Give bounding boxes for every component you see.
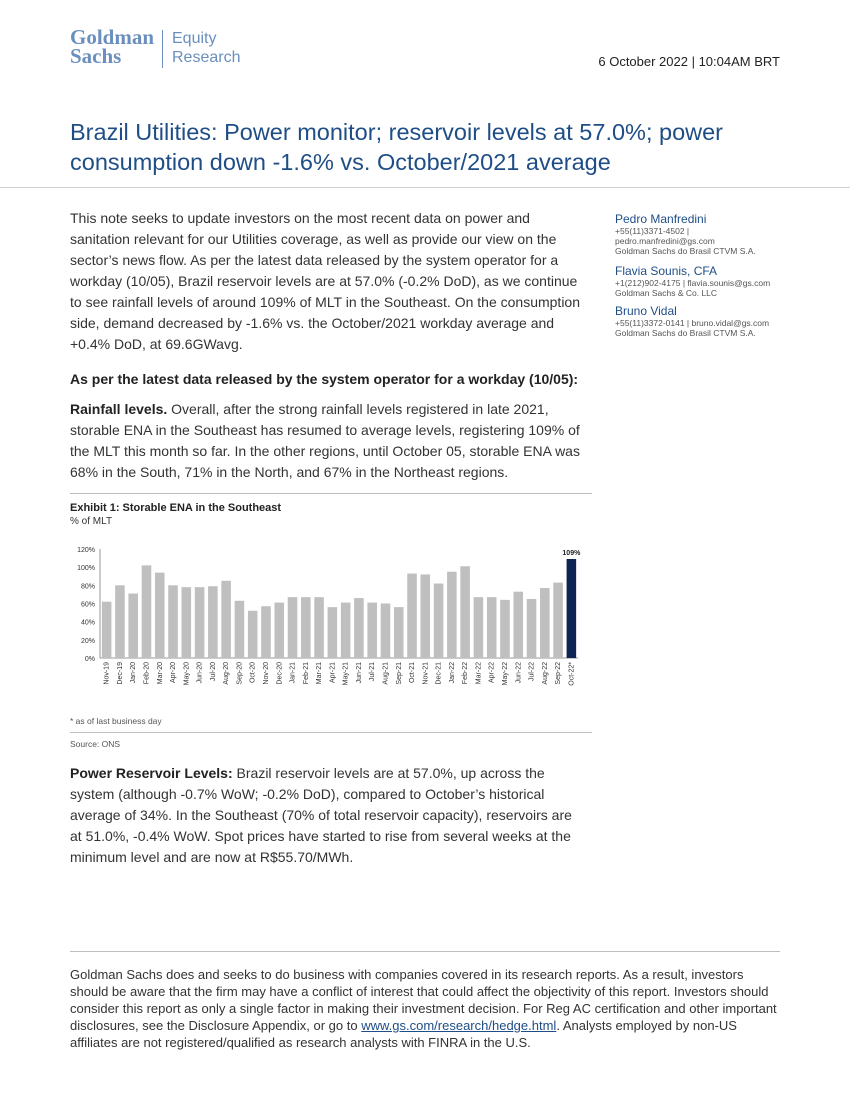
x-tick-label: Jul-20 — [209, 662, 217, 682]
author-name[interactable]: Pedro Manfredini — [615, 212, 707, 226]
x-tick-label: Jan-22 — [448, 662, 456, 684]
author-firm: Goldman Sachs do Brasil CTVM S.A. — [615, 246, 756, 256]
disclosure-footer — [70, 966, 782, 1051]
division-line1: Equity — [172, 30, 217, 47]
x-tick-label: Dec-21 — [435, 662, 443, 685]
author-name[interactable]: Bruno Vidal — [615, 304, 677, 318]
x-tick-label: Mar-22 — [475, 662, 483, 685]
bar — [474, 597, 484, 658]
x-tick-label: Dec-19 — [116, 662, 124, 685]
x-tick-label: Aug-21 — [382, 662, 390, 685]
bar — [513, 592, 523, 658]
bar — [221, 581, 231, 658]
y-tick-label: 0% — [84, 656, 95, 663]
exhibit-bottom-rule — [70, 732, 592, 733]
bar — [500, 600, 510, 658]
exhibit-top-rule — [70, 493, 592, 494]
author-block — [615, 304, 815, 338]
author-firm: Goldman Sachs & Co. LLC — [615, 288, 718, 298]
hedge-link[interactable]: www.gs.com/research/hedge.html — [361, 1018, 557, 1033]
bar — [248, 611, 258, 658]
x-tick-label: Oct-21 — [409, 662, 417, 684]
x-tick-label: Sep-22 — [555, 662, 563, 685]
bar — [447, 572, 457, 658]
bar — [274, 603, 284, 658]
y-tick-label: 100% — [77, 565, 95, 573]
x-tick-label: Jul-22 — [528, 662, 536, 682]
x-tick-label: Aug-22 — [541, 662, 549, 685]
x-tick-label: Apr-22 — [488, 662, 496, 684]
y-tick-label: 40% — [80, 619, 95, 627]
y-tick-label: 80% — [80, 583, 95, 591]
title-divider — [0, 187, 850, 188]
x-tick-label: Feb-20 — [143, 662, 151, 685]
rainfall-text: Overall, after the strong rainfall levels registered in late 2021, storable ENA in the Southeast has resumed to average levels, registering 109% of the MLT this month so far. In the other regions, until October 05, storable ENA was 68% in the South, 71% in the North, and 67% in the Northeast regions. — [70, 401, 580, 480]
logo-divider — [162, 30, 163, 68]
exhibit-subtitle: % of MLT — [70, 516, 113, 527]
bar — [487, 597, 497, 658]
bar — [128, 594, 138, 658]
brand-name-line1: Goldman — [70, 25, 155, 49]
x-tick-label: Jan-21 — [289, 662, 297, 684]
x-tick-label: Mar-20 — [156, 662, 164, 685]
bar — [288, 597, 298, 658]
bar — [261, 606, 271, 658]
bar — [168, 585, 178, 658]
bar — [208, 586, 218, 658]
bar — [567, 559, 577, 658]
bar — [367, 603, 377, 658]
x-tick-label: Jan-20 — [130, 662, 138, 684]
footer-rule — [70, 951, 780, 952]
bar — [540, 588, 550, 658]
x-tick-label: Apr-21 — [329, 662, 337, 684]
x-tick-label: Oct-22* — [568, 662, 576, 686]
author-firm: Goldman Sachs do Brasil CTVM S.A. — [615, 328, 756, 338]
bar — [102, 602, 112, 658]
bar — [115, 585, 125, 658]
reservoir-paragraph — [70, 763, 585, 868]
bar — [328, 607, 338, 658]
report-date: 6 October 2022 | 10:04AM BRT — [598, 54, 780, 69]
x-tick-label: Jun-21 — [355, 662, 363, 684]
x-tick-label: May-22 — [501, 662, 509, 686]
bar — [407, 574, 417, 658]
author-contact: +55(11)3371-4502 | — [615, 226, 690, 236]
report-title: Brazil Utilities: Power monitor; reservoir levels at 57.0%; power consumption down -1.6% vs. October/2021 average — [70, 119, 724, 175]
bar — [421, 574, 431, 658]
y-tick-label: 20% — [80, 637, 95, 645]
x-tick-label: Dec-20 — [276, 662, 284, 685]
x-tick-label: Sep-20 — [236, 662, 244, 685]
reservoir-text: Brazil reservoir levels are at 57.0%, up across the system (although -0.7% WoW; -0.2% DoD), compared to October’s historical average of 34%. In the Southeast (70% of total reservoir capacity), reservoirs are at 51.0%, -0.4% WoW. Spot prices have started to rise from several weeks at the minimum level and are now at R$55.70/MWh. — [70, 765, 572, 865]
bar — [155, 573, 165, 658]
footer-text: Goldman Sachs does and seeks to do business with companies covered in its research reports. As a result, investors should be aware that the firm may have a conflict of interest that could affect the objectivity of this report. Investors should consider this report as only a single factor in making their investment decision. For Reg AC certification and other important disclosures, see the Disclosure Appendix, or go to — [70, 967, 777, 1033]
author-contact[interactable]: +1(212)902-4175 | flavia.sounis@gs.com — [615, 278, 771, 288]
bar — [553, 583, 563, 658]
rainfall-paragraph — [70, 399, 590, 483]
x-tick-label: Aug-20 — [223, 662, 231, 685]
x-tick-label: Jun-20 — [196, 662, 204, 684]
exhibit-footnote: * as of last business day — [70, 716, 162, 726]
x-tick-label: Jul-21 — [369, 662, 377, 682]
footer-text-after: . Analysts employed by non-US affiliates are not registered/qualified as research analysts with FINRA in the U.S. — [70, 1018, 737, 1050]
x-tick-label: Mar-21 — [316, 662, 324, 685]
x-tick-label: May-21 — [342, 662, 350, 686]
x-tick-label: Oct-20 — [249, 662, 257, 684]
rainfall-label: Rainfall levels. — [70, 401, 168, 417]
data-label: 109% — [562, 549, 581, 557]
bar — [381, 604, 391, 659]
author-name[interactable]: Flavia Sounis, CFA — [615, 264, 718, 278]
section-heading: As per the latest data released by the system operator for a workday (10/05): — [70, 371, 579, 387]
x-tick-label: Nov-20 — [262, 662, 270, 685]
author-email[interactable]: pedro.manfredini@gs.com — [615, 236, 715, 246]
reservoir-label: Power Reservoir Levels: — [70, 765, 233, 781]
exhibit-source: Source: ONS — [70, 739, 121, 749]
x-tick-label: Jun-22 — [515, 662, 523, 684]
y-tick-label: 60% — [80, 601, 95, 609]
bar — [460, 566, 470, 658]
x-tick-label: May-20 — [183, 662, 191, 686]
bar — [434, 584, 444, 658]
intro-paragraph: This note seeks to update investors on the most recent data on power and sanitation relevant for our Utilities coverage, as well as provide our view on the sector’s news flow. As per the latest data released by the system operator for a workday (10/05), Brazil reservoir levels are at 57.0% (-0.2% DoD), as we continue to see rainfall levels of around 109% of MLT in the Southeast. On the consumption side, demand decreased by -1.6% vs. the October/2021 workday average and +0.4% DoD, at 69.6GWavg. — [70, 210, 581, 352]
bar — [394, 607, 404, 658]
x-tick-label: Apr-20 — [170, 662, 178, 684]
storable-ena-bar-chart — [60, 538, 590, 698]
x-tick-label: Nov-21 — [422, 662, 430, 685]
bar — [142, 565, 152, 658]
bar — [195, 587, 205, 658]
division-line2: Research — [172, 49, 241, 66]
bar — [235, 601, 245, 658]
author-block — [615, 264, 815, 298]
author-block — [615, 212, 815, 256]
brand-name-line2: Sachs — [70, 44, 122, 68]
x-tick-label: Feb-22 — [462, 662, 470, 685]
bar — [527, 599, 537, 658]
bar — [301, 597, 311, 658]
exhibit-title: Exhibit 1: Storable ENA in the Southeast — [70, 502, 282, 514]
x-tick-label: Sep-21 — [395, 662, 403, 685]
x-tick-label: Nov-19 — [103, 662, 111, 685]
bar — [314, 597, 324, 658]
bar — [354, 598, 364, 658]
bar — [182, 587, 192, 658]
bar — [341, 603, 351, 658]
x-tick-label: Feb-21 — [302, 662, 310, 685]
y-tick-label: 120% — [77, 547, 95, 554]
author-contact[interactable]: +55(11)3372-0141 | bruno.vidal@gs.com — [615, 318, 770, 328]
